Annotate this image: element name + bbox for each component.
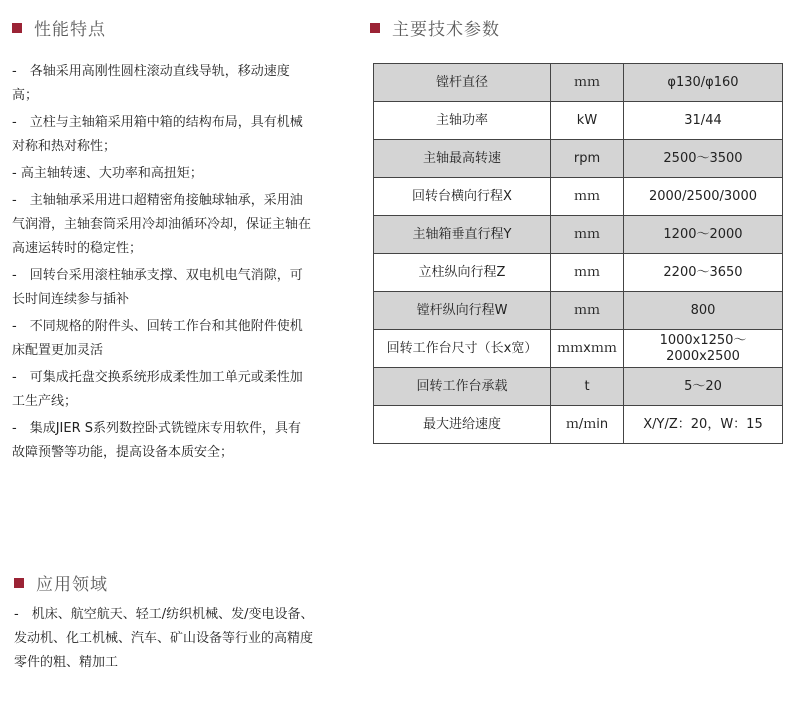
spec-unit: ｍｍ	[551, 64, 624, 102]
spec-value: X/Y/Z：20，W：15	[624, 406, 783, 444]
features-heading	[12, 15, 106, 40]
table-row	[374, 406, 783, 444]
heading-square-icon	[370, 23, 380, 33]
spec-unit: rpm	[551, 140, 624, 178]
spec-value-line: 1000x1250～	[659, 332, 747, 348]
spec-value: 5～20	[624, 368, 783, 406]
feature-item: - 各轴采用高刚性圆柱滚动直线导轨，移动速度高；	[12, 64, 290, 103]
table-row	[374, 178, 783, 216]
apps-text: - 机床、航空航天、轻工/纺织机械、发/变电设备、发动机、化工机械、汽车、矿山设备等行业的高精度零件的粗、精加工	[14, 607, 314, 670]
features-title: 性能特点	[34, 20, 106, 40]
spec-value: 800	[624, 292, 783, 330]
spec-unit: ｍｍ	[551, 216, 624, 254]
table-row	[374, 330, 783, 368]
feature-item: - 可集成托盘交换系统形成柔性加工单元或柔性加工生产线；	[12, 370, 303, 409]
apps-text-block	[14, 603, 314, 675]
apps-title: 应用领域	[36, 575, 108, 595]
table-row	[374, 102, 783, 140]
heading-square-icon	[14, 578, 24, 588]
specs-title: 主要技术参数	[392, 20, 500, 40]
spec-unit: ｍｍxｍｍ	[551, 330, 624, 368]
spec-value: 31/44	[624, 102, 783, 140]
spec-unit: ｍ/ｍin	[551, 406, 624, 444]
apps-heading	[14, 570, 108, 595]
spec-unit: t	[551, 368, 624, 406]
spec-value: 2000/2500/3000	[624, 178, 783, 216]
table-row	[374, 292, 783, 330]
feature-item: - 立柱与主轴箱采用箱中箱的结构布局，具有机械对称和热对称性；	[12, 115, 303, 154]
spec-value: 1200～2000	[624, 216, 783, 254]
feature-item: - 不同规格的附件头、回转工作台和其他附件使机床配置更加灵活	[12, 319, 303, 358]
table-row	[374, 216, 783, 254]
table-row	[374, 140, 783, 178]
spec-unit: ｍｍ	[551, 292, 624, 330]
spec-name: 镗杆直径	[374, 64, 551, 102]
feature-item: - 高主轴转速、大功率和高扭矩；	[12, 166, 203, 181]
table-row	[374, 368, 783, 406]
heading-square-icon	[12, 23, 22, 33]
spec-value: 2200～3650	[624, 254, 783, 292]
table-row	[374, 254, 783, 292]
table-row	[374, 64, 783, 102]
spec-name: 立柱纵向行程Z	[374, 254, 551, 292]
spec-name: 主轴功率	[374, 102, 551, 140]
spec-name: 镗杆纵向行程W	[374, 292, 551, 330]
feature-item: - 主轴轴承采用进口超精密角接触球轴承，采用油气润滑，主轴套筒采用冷却油循环冷却，保证主轴在高速运转时的稳定性；	[12, 193, 312, 256]
feature-item: - 回转台采用滚柱轴承支撑、双电机电气消隙，可长时间连续参与插补	[12, 268, 303, 307]
spec-name: 回转台横向行程X	[374, 178, 551, 216]
spec-table	[373, 63, 783, 444]
spec-value	[624, 330, 783, 368]
spec-unit: ｍｍ	[551, 254, 624, 292]
spec-name: 主轴箱垂直行程Y	[374, 216, 551, 254]
spec-unit: ｍｍ	[551, 178, 624, 216]
features-list	[12, 60, 312, 468]
spec-name: 回转工作台承载	[374, 368, 551, 406]
spec-name: 主轴最高转速	[374, 140, 551, 178]
spec-name: 最大进给速度	[374, 406, 551, 444]
spec-value-line: 2000x2500	[666, 348, 740, 364]
spec-unit: kW	[551, 102, 624, 140]
spec-name: 回转工作台尺寸（长x宽）	[374, 330, 551, 368]
spec-value: φ130/φ160	[624, 64, 783, 102]
spec-value: 2500～3500	[624, 140, 783, 178]
feature-item: - 集成JIER S系列数控卧式铣镗床专用软件，具有故障预警等功能，提高设备本质安全；	[12, 421, 301, 460]
specs-heading	[370, 15, 500, 40]
